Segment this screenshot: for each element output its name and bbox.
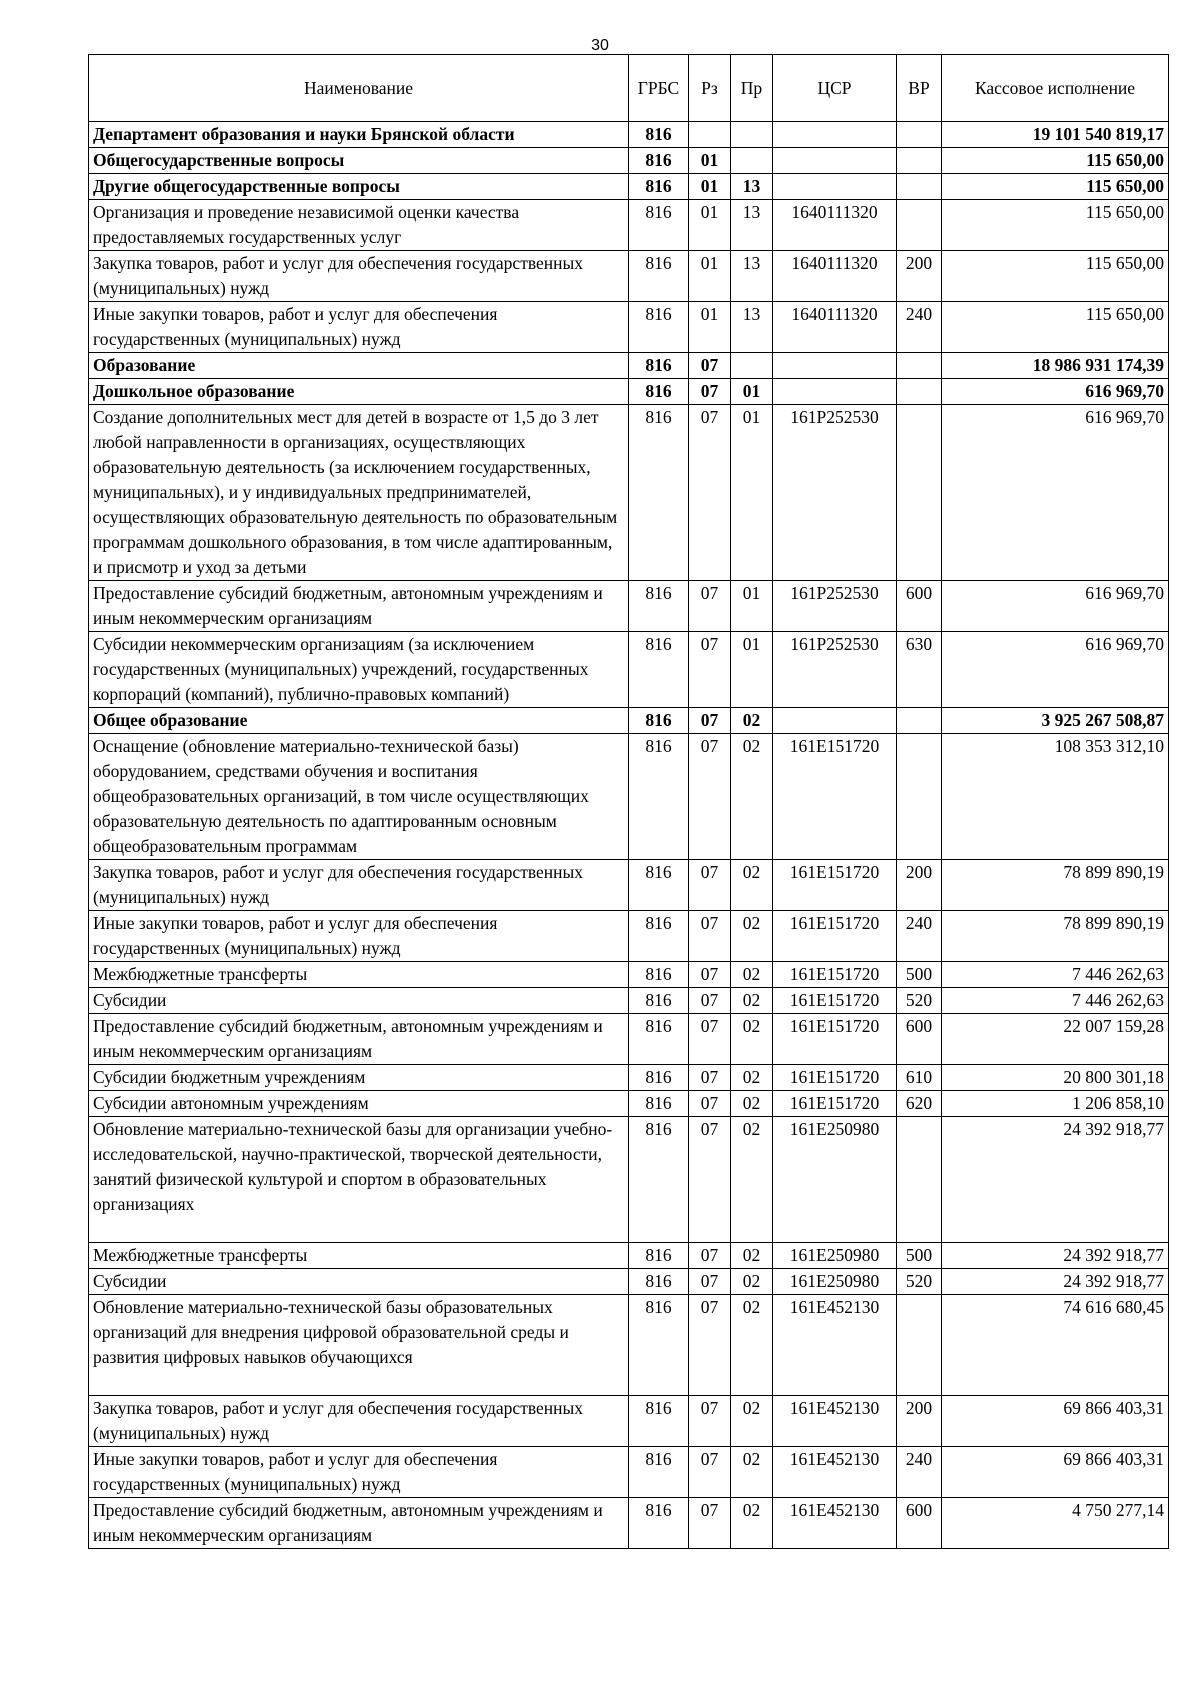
cell-csr: 161E452130	[773, 1295, 897, 1396]
cell-vr: 520	[897, 1269, 942, 1295]
cell-grbs: 816	[629, 302, 689, 353]
cell-amount: 18 986 931 174,39	[942, 353, 1169, 379]
cell-vr	[897, 734, 942, 860]
cell-name: Департамент образования и науки Брянской области	[89, 122, 629, 148]
table-row	[89, 122, 1169, 148]
cell-vr	[897, 122, 942, 148]
cell-name: Организация и проведение независимой оценки качества предоставляемых государственных услуг	[89, 200, 629, 251]
cell-vr: 520	[897, 988, 942, 1014]
table-row	[89, 860, 1169, 911]
cell-vr: 600	[897, 581, 942, 632]
table-row	[89, 405, 1169, 581]
cell-name: Иные закупки товаров, работ и услуг для обеспечения государственных (муниципальных) нужд	[89, 911, 629, 962]
table-row	[89, 988, 1169, 1014]
table-row	[89, 1269, 1169, 1295]
header-amount: Кассовое исполнение	[942, 55, 1169, 122]
table-row	[89, 379, 1169, 405]
cell-grbs: 816	[629, 1396, 689, 1447]
cell-name: Общее образование	[89, 708, 629, 734]
cell-csr: 161E151720	[773, 988, 897, 1014]
header-rz: Рз	[689, 55, 731, 122]
cell-pr: 02	[731, 962, 773, 988]
cell-amount: 616 969,70	[942, 632, 1169, 708]
table-row	[89, 708, 1169, 734]
cell-csr: 161E452130	[773, 1396, 897, 1447]
cell-grbs: 816	[629, 1117, 689, 1243]
cell-csr: 1640111320	[773, 302, 897, 353]
cell-name: Субсидии	[89, 1269, 629, 1295]
cell-pr: 02	[731, 734, 773, 860]
cell-csr: 1640111320	[773, 251, 897, 302]
cell-pr	[731, 122, 773, 148]
cell-csr: 161E151720	[773, 1014, 897, 1065]
cell-vr	[897, 708, 942, 734]
table-row	[89, 632, 1169, 708]
cell-pr: 02	[731, 860, 773, 911]
cell-pr: 02	[731, 1295, 773, 1396]
cell-name: Другие общегосударственные вопросы	[89, 174, 629, 200]
cell-rz	[689, 122, 731, 148]
table-row	[89, 1117, 1169, 1243]
header-pr: Пр	[731, 55, 773, 122]
table-row	[89, 911, 1169, 962]
table-row	[89, 1447, 1169, 1498]
cell-rz: 01	[689, 200, 731, 251]
table-row	[89, 1396, 1169, 1447]
cell-amount: 69 866 403,31	[942, 1396, 1169, 1447]
cell-pr: 02	[731, 1447, 773, 1498]
cell-name: Иные закупки товаров, работ и услуг для обеспечения государственных (муниципальных) нужд	[89, 302, 629, 353]
cell-grbs: 816	[629, 911, 689, 962]
cell-csr	[773, 174, 897, 200]
table-row	[89, 148, 1169, 174]
cell-grbs: 816	[629, 1243, 689, 1269]
cell-rz: 07	[689, 708, 731, 734]
table-row	[89, 302, 1169, 353]
header-name: Наименование	[89, 55, 629, 122]
cell-vr: 240	[897, 1447, 942, 1498]
table-row	[89, 581, 1169, 632]
cell-amount: 69 866 403,31	[942, 1447, 1169, 1498]
cell-amount: 24 392 918,77	[942, 1243, 1169, 1269]
cell-amount: 24 392 918,77	[942, 1117, 1169, 1243]
cell-grbs: 816	[629, 1295, 689, 1396]
cell-grbs: 816	[629, 1014, 689, 1065]
table-row	[89, 962, 1169, 988]
table-row	[89, 1295, 1169, 1396]
cell-pr: 01	[731, 405, 773, 581]
cell-name: Межбюджетные трансферты	[89, 962, 629, 988]
cell-name: Субсидии	[89, 988, 629, 1014]
cell-pr: 02	[731, 1269, 773, 1295]
cell-amount: 108 353 312,10	[942, 734, 1169, 860]
cell-amount: 1 206 858,10	[942, 1091, 1169, 1117]
cell-csr: 161E250980	[773, 1269, 897, 1295]
cell-rz: 07	[689, 1243, 731, 1269]
cell-csr: 161P252530	[773, 632, 897, 708]
cell-pr	[731, 353, 773, 379]
cell-grbs: 816	[629, 734, 689, 860]
cell-name: Оснащение (обновление материально-технической базы) оборудованием, средствами обучения и воспитания общеобразовательных организаций, в том числе осуществляющих образовательную деятельность по адаптированным основным общеобразовательным программам	[89, 734, 629, 860]
table-row	[89, 251, 1169, 302]
cell-grbs: 816	[629, 581, 689, 632]
cell-grbs: 816	[629, 1091, 689, 1117]
cell-grbs: 816	[629, 1498, 689, 1549]
cell-vr: 500	[897, 1243, 942, 1269]
cell-amount: 7 446 262,63	[942, 988, 1169, 1014]
cell-rz: 07	[689, 405, 731, 581]
cell-rz: 01	[689, 174, 731, 200]
table-row	[89, 1014, 1169, 1065]
cell-rz: 07	[689, 353, 731, 379]
cell-amount: 20 800 301,18	[942, 1065, 1169, 1091]
cell-rz: 07	[689, 1014, 731, 1065]
cell-pr: 02	[731, 1065, 773, 1091]
cell-pr: 02	[731, 1091, 773, 1117]
cell-csr: 1640111320	[773, 200, 897, 251]
cell-grbs: 816	[629, 860, 689, 911]
cell-grbs: 816	[629, 122, 689, 148]
cell-rz: 01	[689, 251, 731, 302]
table-row	[89, 734, 1169, 860]
cell-rz: 07	[689, 1498, 731, 1549]
cell-grbs: 816	[629, 708, 689, 734]
cell-name: Субсидии некоммерческим организациям (за исключением государственных (муниципальных) учреждений, государственных корпораций (компаний), публично-правовых компаний)	[89, 632, 629, 708]
cell-csr	[773, 353, 897, 379]
cell-csr: 161E151720	[773, 860, 897, 911]
header-grbs: ГРБС	[629, 55, 689, 122]
cell-vr: 200	[897, 860, 942, 911]
table-row	[89, 1065, 1169, 1091]
cell-grbs: 816	[629, 200, 689, 251]
cell-pr: 02	[731, 708, 773, 734]
cell-rz: 07	[689, 1117, 731, 1243]
table-row	[89, 174, 1169, 200]
cell-pr: 02	[731, 911, 773, 962]
cell-vr	[897, 1117, 942, 1243]
table-row	[89, 200, 1169, 251]
cell-vr: 600	[897, 1498, 942, 1549]
cell-csr: 161E151720	[773, 911, 897, 962]
cell-name: Предоставление субсидий бюджетным, автономным учреждениям и иным некоммерческим организациям	[89, 1498, 629, 1549]
cell-vr: 240	[897, 302, 942, 353]
cell-rz: 07	[689, 962, 731, 988]
header-row	[89, 55, 1169, 122]
cell-amount: 616 969,70	[942, 405, 1169, 581]
cell-rz: 07	[689, 988, 731, 1014]
cell-rz: 07	[689, 1091, 731, 1117]
cell-vr	[897, 379, 942, 405]
cell-grbs: 816	[629, 988, 689, 1014]
cell-name: Межбюджетные трансферты	[89, 1243, 629, 1269]
cell-pr: 02	[731, 1243, 773, 1269]
cell-amount: 115 650,00	[942, 302, 1169, 353]
budget-execution-table	[88, 54, 1169, 1549]
cell-grbs: 816	[629, 148, 689, 174]
cell-grbs: 816	[629, 405, 689, 581]
cell-rz: 07	[689, 1295, 731, 1396]
cell-amount: 3 925 267 508,87	[942, 708, 1169, 734]
cell-pr: 01	[731, 379, 773, 405]
cell-name: Предоставление субсидий бюджетным, автономным учреждениям и иным некоммерческим организациям	[89, 1014, 629, 1065]
cell-grbs: 816	[629, 353, 689, 379]
table-row	[89, 1498, 1169, 1549]
cell-pr	[731, 148, 773, 174]
cell-vr	[897, 353, 942, 379]
table-body	[89, 122, 1169, 1549]
cell-vr	[897, 200, 942, 251]
cell-grbs: 816	[629, 1447, 689, 1498]
cell-pr: 02	[731, 988, 773, 1014]
cell-csr: 161E452130	[773, 1447, 897, 1498]
cell-name: Закупка товаров, работ и услуг для обеспечения государственных (муниципальных) нужд	[89, 860, 629, 911]
cell-grbs: 816	[629, 962, 689, 988]
cell-pr: 13	[731, 251, 773, 302]
page-number: 30	[591, 37, 609, 54]
cell-pr: 13	[731, 174, 773, 200]
cell-vr: 200	[897, 1396, 942, 1447]
table-row	[89, 1091, 1169, 1117]
cell-amount: 24 392 918,77	[942, 1269, 1169, 1295]
cell-amount: 616 969,70	[942, 581, 1169, 632]
cell-vr: 600	[897, 1014, 942, 1065]
cell-amount: 74 616 680,45	[942, 1295, 1169, 1396]
cell-csr	[773, 148, 897, 174]
cell-amount: 115 650,00	[942, 251, 1169, 302]
cell-rz: 07	[689, 1396, 731, 1447]
cell-rz: 07	[689, 860, 731, 911]
cell-rz: 01	[689, 148, 731, 174]
cell-pr: 02	[731, 1396, 773, 1447]
cell-name: Иные закупки товаров, работ и услуг для обеспечения государственных (муниципальных) нужд	[89, 1447, 629, 1498]
cell-rz: 07	[689, 1269, 731, 1295]
cell-rz: 07	[689, 1065, 731, 1091]
cell-csr: 161E151720	[773, 1091, 897, 1117]
cell-csr: 161E151720	[773, 1065, 897, 1091]
cell-name: Субсидии автономным учреждениям	[89, 1091, 629, 1117]
cell-amount: 115 650,00	[942, 148, 1169, 174]
cell-rz: 07	[689, 1447, 731, 1498]
cell-csr: 161P252530	[773, 581, 897, 632]
cell-name: Дошкольное образование	[89, 379, 629, 405]
cell-name: Субсидии бюджетным учреждениям	[89, 1065, 629, 1091]
cell-amount: 115 650,00	[942, 200, 1169, 251]
cell-rz: 07	[689, 734, 731, 860]
cell-name: Предоставление субсидий бюджетным, автономным учреждениям и иным некоммерческим организациям	[89, 581, 629, 632]
cell-pr: 13	[731, 200, 773, 251]
cell-name: Обновление материально-технической базы образовательных организаций для внедрения цифровой образовательной среды и развития цифровых навыков обучающихся	[89, 1295, 629, 1396]
cell-amount: 78 899 890,19	[942, 860, 1169, 911]
cell-csr: 161E250980	[773, 1243, 897, 1269]
cell-rz: 07	[689, 632, 731, 708]
cell-amount: 19 101 540 819,17	[942, 122, 1169, 148]
cell-vr: 620	[897, 1091, 942, 1117]
cell-amount: 7 446 262,63	[942, 962, 1169, 988]
cell-csr: 161E151720	[773, 734, 897, 860]
cell-pr: 13	[731, 302, 773, 353]
cell-csr: 161E151720	[773, 962, 897, 988]
cell-pr: 01	[731, 632, 773, 708]
cell-vr	[897, 148, 942, 174]
cell-vr	[897, 405, 942, 581]
cell-name: Обновление материально-технической базы для организации учебно-исследовательской, научно-практической, творческой деятельности, занятий физической культурой и спортом в образовательных организациях	[89, 1117, 629, 1243]
header-csr: ЦСР	[773, 55, 897, 122]
cell-vr: 240	[897, 911, 942, 962]
cell-csr: 161E250980	[773, 1117, 897, 1243]
cell-grbs: 816	[629, 1269, 689, 1295]
cell-vr	[897, 1295, 942, 1396]
cell-amount: 78 899 890,19	[942, 911, 1169, 962]
cell-grbs: 816	[629, 174, 689, 200]
cell-amount: 115 650,00	[942, 174, 1169, 200]
cell-name: Закупка товаров, работ и услуг для обеспечения государственных (муниципальных) нужд	[89, 1396, 629, 1447]
header-vr: ВР	[897, 55, 942, 122]
cell-name: Закупка товаров, работ и услуг для обеспечения государственных (муниципальных) нужд	[89, 251, 629, 302]
cell-rz: 07	[689, 581, 731, 632]
cell-rz: 07	[689, 911, 731, 962]
cell-grbs: 816	[629, 379, 689, 405]
cell-name: Образование	[89, 353, 629, 379]
cell-csr	[773, 122, 897, 148]
cell-name: Создание дополнительных мест для детей в возрасте от 1,5 до 3 лет любой направленности в организациях, осуществляющих образовательную деятельность (за исключением государственных, муниципальных), и у индивидуальных предпринимателей, осуществляющих образовательную деятельность по образовательным программам дошкольного образования, в том числе адаптированным, и присмотр и уход за детьми	[89, 405, 629, 581]
table-row	[89, 1243, 1169, 1269]
cell-vr: 200	[897, 251, 942, 302]
cell-vr: 500	[897, 962, 942, 988]
cell-grbs: 816	[629, 1065, 689, 1091]
cell-pr: 02	[731, 1014, 773, 1065]
cell-amount: 4 750 277,14	[942, 1498, 1169, 1549]
table-row	[89, 353, 1169, 379]
cell-grbs: 816	[629, 251, 689, 302]
cell-pr: 02	[731, 1498, 773, 1549]
cell-grbs: 816	[629, 632, 689, 708]
cell-amount: 616 969,70	[942, 379, 1169, 405]
cell-csr	[773, 379, 897, 405]
cell-pr: 01	[731, 581, 773, 632]
cell-csr	[773, 708, 897, 734]
cell-vr	[897, 174, 942, 200]
cell-csr: 161E452130	[773, 1498, 897, 1549]
cell-pr: 02	[731, 1117, 773, 1243]
cell-vr: 630	[897, 632, 942, 708]
cell-rz: 07	[689, 379, 731, 405]
cell-csr: 161P252530	[773, 405, 897, 581]
cell-name: Общегосударственные вопросы	[89, 148, 629, 174]
cell-vr: 610	[897, 1065, 942, 1091]
cell-amount: 22 007 159,28	[942, 1014, 1169, 1065]
cell-rz: 01	[689, 302, 731, 353]
